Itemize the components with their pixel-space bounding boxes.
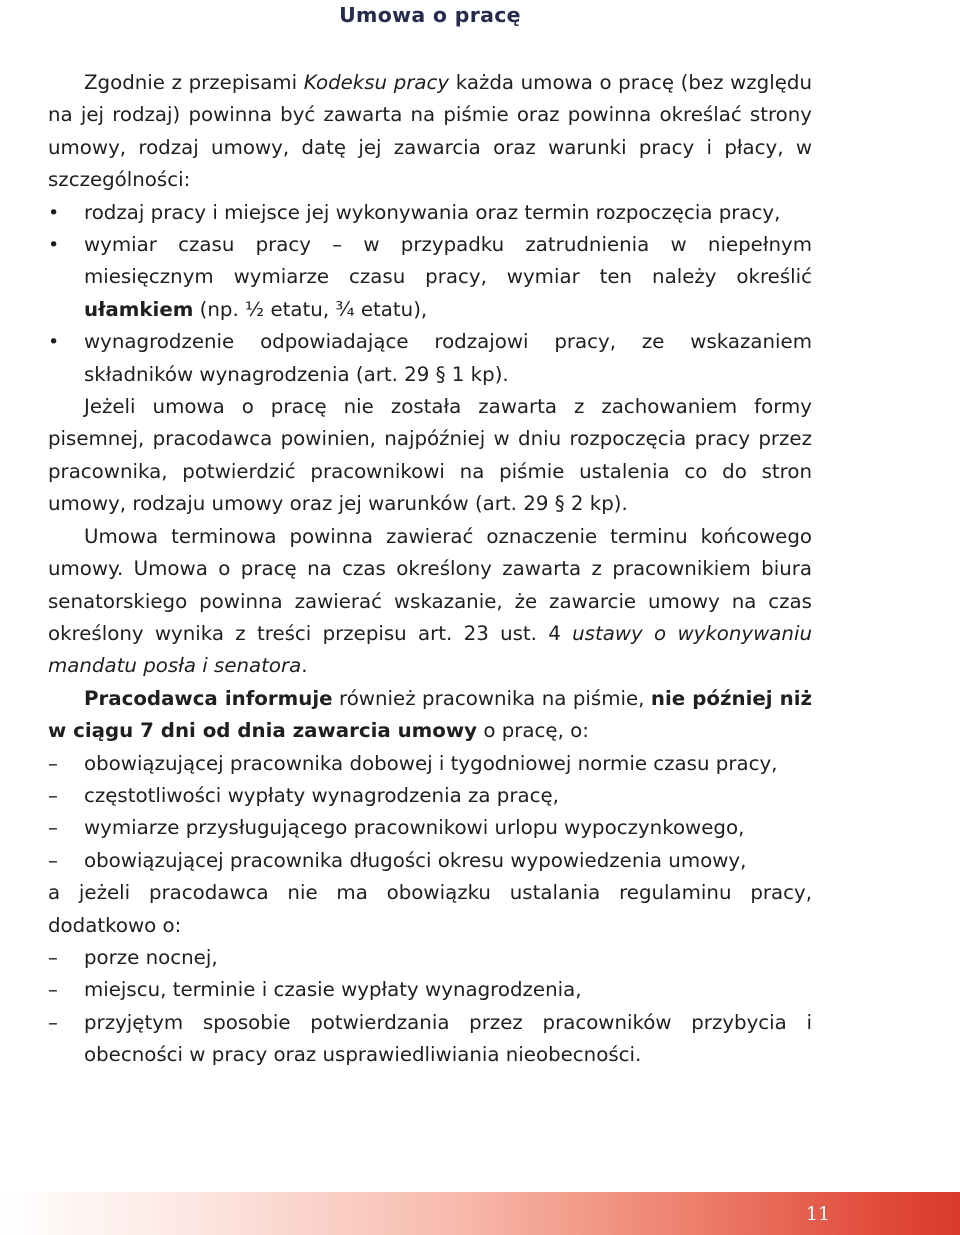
employer-informs-bold: Pracodawca informuje	[84, 686, 333, 710]
act-name: ustawy o wykonywaniu mandatu posła i senatora	[48, 621, 812, 678]
list-item	[48, 748, 812, 780]
fixed-term-text-a: Umowa terminowa powinna zawierać oznaczenie terminu końcowego umowy. Umowa o pracę na czas określony zawarta z pracownikiem biura senatorskiego powinna zawierać wskazanie, że zawarcie umowy na czas określony wynika z treści przepisu art. 23 ust. 4	[48, 524, 812, 645]
list-item-text: wymiarze przysługującego pracownikowi urlopu wypoczynkowego,	[84, 816, 745, 840]
employer-informs-text-a: również pracownika na piśmie,	[332, 686, 651, 710]
fixed-term-text-b: .	[301, 654, 308, 678]
dash-marker: –	[48, 751, 58, 775]
employer-informs-text-b: o pracę, o:	[477, 719, 589, 743]
list-item-text: rodzaj pracy i miejsce jej wykonywania oraz termin rozpoczęcia pracy,	[84, 200, 781, 224]
deadline-bold: nie później niż w ciągu 7 dni od dnia zawarcia umowy	[48, 686, 812, 743]
bullet-marker: •	[48, 234, 60, 257]
dash-marker: –	[48, 816, 58, 840]
list-item	[48, 326, 812, 391]
dash-marker: –	[48, 783, 58, 807]
list-item-bold: ułamkiem	[84, 297, 194, 321]
list-item	[48, 229, 812, 326]
intro-text-a: Zgodnie z przepisami	[84, 71, 304, 94]
list-item-text: obowiązującej pracownika długości okresu wypowiedzenia umowy,	[84, 848, 747, 872]
list-item-tail: (np. ½ etatu, ¾ etatu),	[193, 297, 428, 321]
list-item-text: przyjętym sposobie potwierdzania przez pracowników przybycia i obecności w pracy oraz usprawiedliwiania nieobecności.	[84, 1010, 812, 1067]
list-item-text: wymiar czasu pracy – w przypadku zatrudnienia w niepełnym miesięcznym wymiarze czasu pracy, wymiar ten należy określić	[84, 233, 812, 289]
dash-marker: –	[48, 1010, 58, 1034]
list-item-text: porze nocnej,	[84, 945, 218, 969]
list-item-text: obowiązującej pracownika dobowej i tygodniowej normie czasu pracy,	[84, 751, 778, 775]
list-item-text: częstotliwości wypłaty wynagrodzenia za pracę,	[84, 783, 559, 807]
list-item	[48, 1007, 812, 1072]
conditions-list	[48, 197, 812, 391]
page-body	[48, 0, 812, 1072]
list-item	[48, 974, 812, 1006]
list-item	[48, 845, 812, 877]
list-item	[48, 812, 812, 844]
list-item	[48, 197, 812, 229]
paragraph-fixed-term	[48, 521, 812, 683]
list-item	[48, 942, 812, 974]
list-item-text: miejscu, terminie i czasie wypłaty wynagrodzenia,	[84, 978, 582, 1002]
information-list	[48, 748, 812, 878]
code-name: Kodeksu pracy	[303, 71, 450, 94]
intro-text-b: każda umowa o pracę (bez względu na jej rodzaj) powinna być zawarta na piśmie oraz powinna określać strony umowy, rodzaj umowy, datę jej zawarcia oraz warunki pracy i płacy, w szczególności:	[48, 71, 812, 192]
bullet-marker: •	[48, 331, 60, 354]
dash-marker: –	[48, 848, 58, 872]
paragraph-additional: a jeżeli pracodawca nie ma obowiązku ustalania regulaminu pracy, dodatkowo o:	[48, 881, 812, 937]
bullet-marker: •	[48, 201, 60, 224]
paragraph-employer-informs	[48, 683, 812, 748]
paragraph-intro	[48, 67, 812, 197]
paragraph-written-form: Jeżeli umowa o pracę nie została zawarta z zachowaniem formy pisemnej, pracodawca powinien, najpóźniej w dniu rozpoczęcia pracy przez pracownika, potwierdzić pracownikowi na piśmie ustalenia co do stron umowy, rodzaju umowy oraz jej warunków (art. 29 § 2 kp).	[48, 395, 812, 516]
dash-marker: –	[48, 945, 58, 969]
list-item-text: wynagrodzenie odpowiadające rodzajowi pracy, ze wskazaniem składników wynagrodzenia (art. 29 § 1 kp).	[84, 330, 812, 386]
page-number: 11	[805, 1203, 830, 1225]
page-title: Umowa o pracę	[339, 3, 521, 27]
dash-marker: –	[48, 978, 58, 1002]
list-item	[48, 780, 812, 812]
additional-list	[48, 942, 812, 1072]
